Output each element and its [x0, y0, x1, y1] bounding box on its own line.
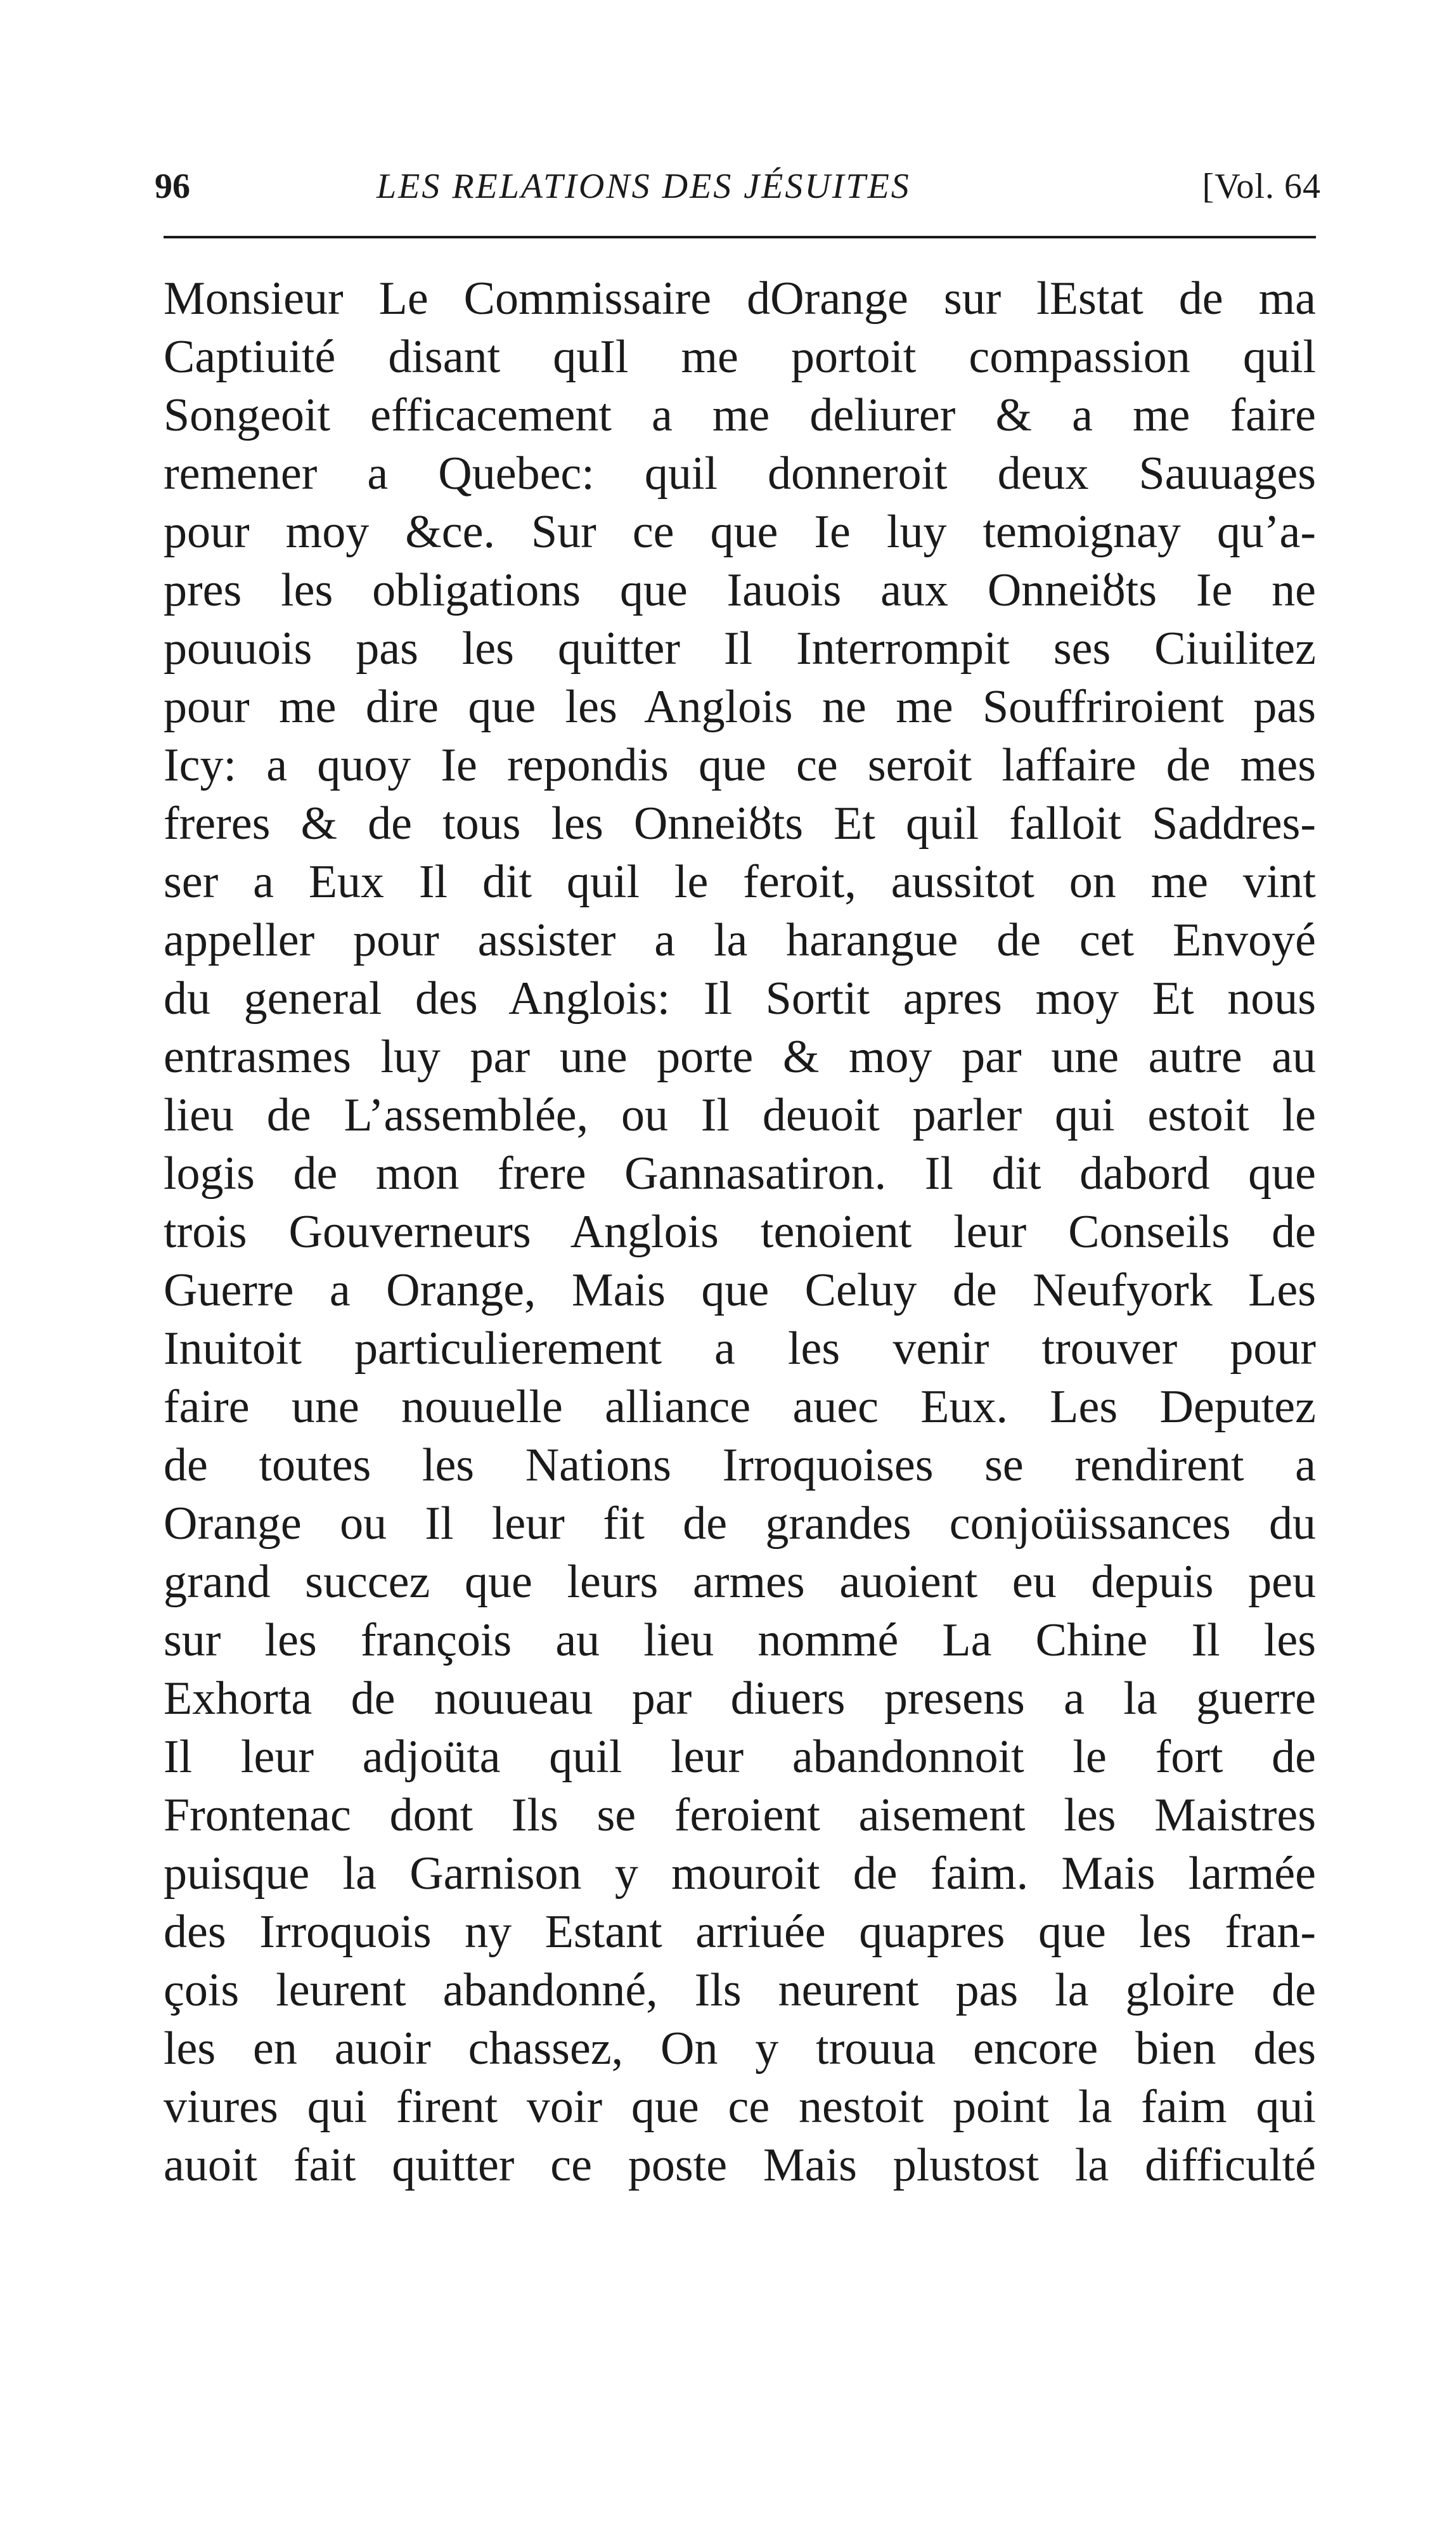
- text-line: de toutes les Nations Irroquoises se rendirent a: [164, 1439, 1316, 1491]
- text-line: çois leurent abandonné, Ils neurent pas la gloire de: [164, 1964, 1316, 2016]
- text-line: Orange ou Il leur fit de grandes conjoüissances du: [164, 1498, 1316, 1550]
- page-number: 96: [155, 167, 190, 206]
- text-line: pour me dire que les Anglois ne me Souffriroient pas: [164, 681, 1316, 733]
- text-line: faire une nouuelle alliance auec Eux. Les Deputez: [164, 1381, 1316, 1433]
- text-line: freres & de tous les Onneiȣts Et quil falloit Saddres-: [164, 798, 1316, 850]
- text-line: trois Gouverneurs Anglois tenoient leur Conseils de: [164, 1206, 1316, 1258]
- text-line: Inuitoit particulierement a les venir trouver pour: [164, 1323, 1316, 1375]
- text-line: ser a Eux Il dit quil le feroit, aussitot on me vint: [164, 856, 1316, 908]
- text-line: puisque la Garnison y mouroit de faim. Mais larmée: [164, 1848, 1316, 1900]
- text-line: viures qui firent voir que ce nestoit point la faim qui: [164, 2081, 1316, 2133]
- text-line: auoit fait quitter ce poste Mais plustost la difficulté: [164, 2139, 1316, 2191]
- text-line: Frontenac dont Ils se feroient aisement les Maistres: [164, 1789, 1316, 1841]
- text-line: Captiuité disant quIl me portoit compassion quil: [164, 331, 1316, 383]
- volume-label: [Vol. 64: [1202, 167, 1321, 206]
- text-line: pour moy &ce. Sur ce que Ie luy temoignay qu’a-: [164, 506, 1316, 558]
- text-line: les en auoir chassez, On y trouua encore bien des: [164, 2023, 1316, 2075]
- running-title: LES RELATIONS DES JÉSUITES: [377, 167, 911, 206]
- text-line: Monsieur Le Commissaire dOrange sur lEstat de ma: [164, 273, 1316, 325]
- text-line: Guerre a Orange, Mais que Celuy de Neufyork Les: [164, 1264, 1316, 1316]
- text-line: Songeoit efficacement a me deliurer & a me faire: [164, 389, 1316, 441]
- text-line: pres les obligations que Iauois aux Onneiȣts Ie ne: [164, 564, 1316, 616]
- text-line: grand succez que leurs armes auoient eu depuis peu: [164, 1556, 1316, 1608]
- body-text: [164, 269, 1316, 2194]
- header-divider: [164, 236, 1316, 238]
- text-line: Icy: a quoy Ie repondis que ce seroit laffaire de mes: [164, 739, 1316, 791]
- text-line: des Irroquois ny Estant arriuée quapres que les fran-: [164, 1906, 1316, 1958]
- text-line: du general des Anglois: Il Sortit apres moy Et nous: [164, 973, 1316, 1025]
- text-line: Il leur adjoüta quil leur abandonnoit le fort de: [164, 1731, 1316, 1783]
- text-line: pouuois pas les quitter Il Interrompit ses Ciuilitez: [164, 623, 1316, 675]
- text-line: Exhorta de nouueau par diuers presens a la guerre: [164, 1673, 1316, 1725]
- text-line: sur les françois au lieu nommé La Chine Il les: [164, 1614, 1316, 1666]
- text-line: remener a Quebec: quil donneroit deux Sauuages: [164, 448, 1316, 500]
- text-line: lieu de L’assemblée, ou Il deuoit parler qui estoit le: [164, 1089, 1316, 1141]
- text-line: entrasmes luy par une porte & moy par une autre au: [164, 1031, 1316, 1083]
- text-line: logis de mon frere Gannasatiron. Il dit dabord que: [164, 1148, 1316, 1200]
- running-header: [155, 166, 1321, 217]
- text-line: appeller pour assister a la harangue de cet Envoyé: [164, 914, 1316, 966]
